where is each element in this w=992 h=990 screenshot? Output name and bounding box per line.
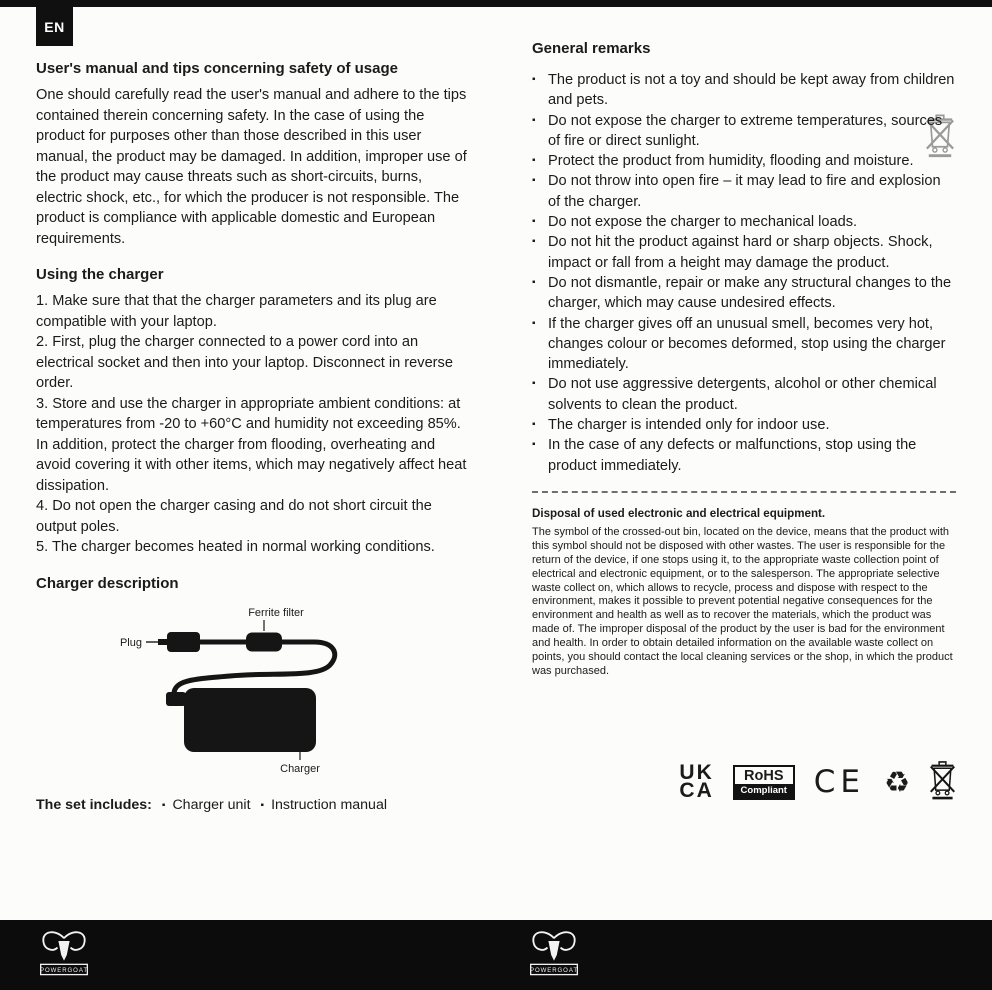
remark-item: ▪ Do not dismantle, repair or make any structural changes to the charger, which may cause undesired effects. <box>532 273 956 314</box>
using-step: 2. First, plug the charger connected to a power cord into an electrical socket and then into your laptop. Disconnect in reverse order. <box>36 334 453 391</box>
general-remarks-title: General remarks <box>532 40 651 57</box>
remark-item: ▪ Do not use aggressive detergents, alcohol or other chemical solvents to clean the product. <box>532 374 956 415</box>
charger-label: Charger <box>280 762 320 775</box>
using-section-title: Using the charger <box>36 266 164 283</box>
set-item: ▪ Charger unit <box>152 797 251 813</box>
recycle-icon: ♻ <box>884 764 910 799</box>
remark-item: ▪ In the case of any defects or malfunctions, stop using the product immediately. <box>532 435 956 476</box>
language-badge: EN <box>36 7 73 46</box>
using-step: 3. Store and use the charger in appropriate ambient conditions: at temperatures from -20 to +60°C and humidity not exceeding 85%. In addition, protect the charger from flooding, overheating and avoid covering it with other items, which may negatively affect heat dissipation. <box>36 395 467 494</box>
ukca-mark <box>679 761 714 803</box>
ce-mark: CE <box>813 764 865 801</box>
using-step: 1. Make sure that that the charger parameters and its plug are compatible with your laptop. <box>36 293 437 330</box>
powergoat-wordmark: POWERGOAT <box>530 968 578 975</box>
weee-crossed-bin-icon <box>929 759 956 806</box>
using-step: 5. The charger becomes heated in normal working conditions. <box>36 539 435 555</box>
plug-label: Plug <box>119 636 142 649</box>
top-border <box>0 0 992 7</box>
remark-item: ▪ Do not expose the charger to extreme temperatures, sources of fire or direct sunlight. <box>532 111 956 152</box>
bottom-bar <box>0 920 992 990</box>
compliance-marks <box>532 759 956 806</box>
powergoat-logo <box>526 928 582 987</box>
charger-diagram <box>78 600 472 783</box>
right-column <box>532 40 956 806</box>
remark-item: ▪ If the charger gives off an unusual smell, becomes very hot, changes colour or becomes deformed, stop using the charger immediately. <box>532 314 956 375</box>
powergoat-wordmark: POWERGOAT <box>40 968 88 975</box>
plug-body <box>167 632 200 652</box>
remark-item: ▪ The charger is intended only for indoor use. <box>532 415 956 435</box>
plug-pin <box>158 639 168 645</box>
disposal-body: The symbol of the crossed-out bin, located on the device, means that the product with this symbol should not be disposed with other wastes. The user is responsible for the return of the device, if one stops using it, to the appropriate waste collection point of electrical and electronic equipment, or to the salesperson. The appropriate selective waste collect on, which allows to recycle, process and dispose with respect to the environment, makes it possible to prevent potential negative consequences for the environment and health as well as to recover the materials, which the product was made of. The improper disposal of the product by the user is bad for the environment and health. In order to obtain detailed information on the available waste collect on points, you should contact the local cleaning services or the shop, in which the product was purchased. <box>532 525 953 677</box>
ukca-line2: CA <box>679 779 714 803</box>
remark-item: ▪ Do not expose the charger to mechanical loads. <box>532 212 956 232</box>
dashed-divider <box>532 491 956 493</box>
ferrite-filter-label: Ferrite filter <box>248 606 304 619</box>
general-remarks-list <box>532 70 956 476</box>
rohs-mark <box>733 765 795 800</box>
charger-body <box>184 688 316 752</box>
set-includes-label: The set includes: <box>36 796 152 813</box>
powergoat-logo <box>36 928 92 987</box>
remark-item: ▪ Protect the product from humidity, flooding and moisture. <box>532 151 956 171</box>
using-steps <box>36 291 472 558</box>
left-column <box>36 60 472 813</box>
rohs-compliant-label: Compliant <box>735 784 793 798</box>
remark-item: ▪ Do not throw into open fire – it may lead to fire and explosion of the charger. <box>532 171 956 212</box>
remark-item: ▪ The product is not a toy and should be kept away from children and pets. <box>532 70 956 111</box>
rohs-label: RoHS <box>744 767 784 784</box>
remark-item: ▪ Do not hit the product against hard or sharp objects. Shock, impact or fall from a height may damage the product. <box>532 232 956 273</box>
set-includes-line <box>36 797 472 813</box>
safety-section-title: User's manual and tips concerning safety of usage <box>36 60 398 77</box>
disposal-title: Disposal of used electronic and electrical equipment. <box>532 506 826 520</box>
description-section-title: Charger description <box>36 574 179 592</box>
ferrite-filter <box>246 632 282 651</box>
set-item: ▪ Instruction manual <box>251 797 387 813</box>
strain-relief <box>166 692 186 706</box>
using-step: 4. Do not open the charger casing and do not short circuit the output poles. <box>36 498 432 535</box>
ukca-line1: UK <box>679 761 714 785</box>
safety-section-body: One should carefully read the user's manual and adhere to the tips contained therein concerning safety. In the case of using the product for purposes other than those described in this user manual, the product may be damaged. In addition, improper use of the product may cause threats such as short-circuits, burns, electric shock, etc., for which the producer is not responsible. The product is compliance with applicable domestic and European requirements. <box>36 87 467 247</box>
